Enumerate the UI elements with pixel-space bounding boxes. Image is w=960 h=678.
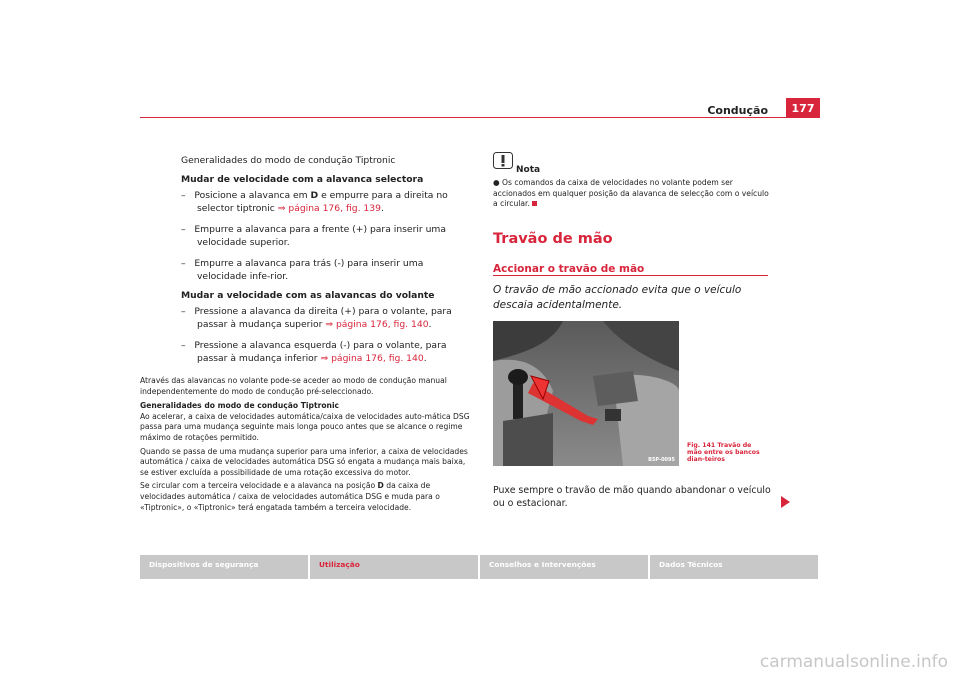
subsection-title: Accionar o travão de mão [493, 263, 645, 275]
handbrake-figure [493, 321, 679, 466]
note-text: ● Os comandos da caixa de velocidades no volante podem ser accionados em qualquer posição da alavanca de selecção com o veículo a circular. [493, 178, 769, 209]
small-paragraph: Se circular com a terceira velocidade e a alavanca na posição D da caixa de velocidades automática / caixa de velocidades automática DSG e muda para o «Tiptronic», o «Tiptronic» terá engatada também a terceira velocidade. [140, 481, 440, 512]
figure-code: B5P-0095 [648, 457, 675, 463]
list-item: – Pressione a alavanca esquerda (-) para o volante, para passar à mudança inferior ⇒ página 176, fig. 140. [181, 340, 447, 364]
note-label: Nota [516, 165, 541, 175]
watermark: carmanualsonline.info [759, 652, 948, 672]
tab-conselhos-e-intervencoes[interactable]: Conselhos e Intervenções [480, 555, 648, 579]
small-paragraph: Quando se passa de uma mudança superior para uma inferior, a caixa de velocidades automática / caixa de velocidades automática DSG só engata a mudança mais baixa, se estiver excluída a possibilidade de uma rotação excessiva do motor. [140, 446, 468, 477]
page-reference-link[interactable]: ⇒ página 176, fig. 140 [325, 319, 429, 330]
small-heading: Generalidades do modo de condução Tiptronic [140, 401, 340, 411]
left-small-text [140, 376, 471, 513]
tab-dispositivos-de-seguranca[interactable]: Dispositivos de segurança [140, 555, 308, 579]
page-reference-link[interactable]: ⇒ página 176, fig. 140 [320, 353, 424, 364]
body-text: Puxe sempre o travão de mão quando abandonar o veículo ou o estacionar. [493, 485, 771, 509]
section-title: Travão de mão [493, 231, 613, 247]
tab-dados-tecnicos[interactable]: Dados Técnicos [650, 555, 818, 579]
tab-utilizacao[interactable]: Utilização [310, 555, 478, 579]
section-heading-selector: Mudar de velocidade com a alavanca selectora [181, 174, 424, 185]
end-marker-icon [532, 201, 537, 206]
page-number: 177 [786, 98, 820, 118]
page-reference-link[interactable]: ⇒ página 176, fig. 139 [277, 203, 381, 214]
note-icon [493, 152, 513, 173]
small-paragraph: Ao acelerar, a caixa de velocidades automática/caixa de velocidades auto-mática DSG passa para uma mudança seguinte mais longa pouco antes que se alcance o regime máximo de rotações permitido. [140, 411, 470, 442]
header-rule [140, 117, 820, 118]
list-item: – Pressione a alavanca da direita (+) para o volante, para passar à mudança superior ⇒ página 176, fig. 140. [181, 306, 452, 330]
bullet-icon: ● [493, 178, 503, 187]
subsection-rule [493, 275, 768, 276]
left-column [181, 154, 471, 365]
section-heading-steering: Mudar a velocidade com as alavancas do volante [181, 290, 435, 301]
figure-caption: Fig. 141 Travão de mão entre os bancos dian-teiros [687, 442, 760, 464]
lead-text: O travão de mão accionado evita que o veículo descaia acidentalmente. [493, 284, 742, 311]
next-page-arrow-icon[interactable] [781, 493, 790, 512]
list-item: – Empurre a alavanca para trás (-) para inserir uma velocidade infe-rior. [181, 258, 424, 282]
intro-text: Generalidades do modo de condução Tiptronic [181, 155, 396, 166]
chapter-title: Condução [707, 104, 768, 117]
list-item: – Empurre a alavanca para a frente (+) para inserir uma velocidade superior. [181, 224, 447, 248]
small-paragraph: Através das alavancas no volante pode-se aceder ao modo de condução manual independentemente do modo de condução pré-seleccionado. [140, 376, 447, 396]
footer-nav [140, 555, 820, 579]
list-item: – Posicione a alavanca em D e empurre para a direita no selector tiptronic ⇒ página 176, fig. 139. [181, 190, 448, 214]
